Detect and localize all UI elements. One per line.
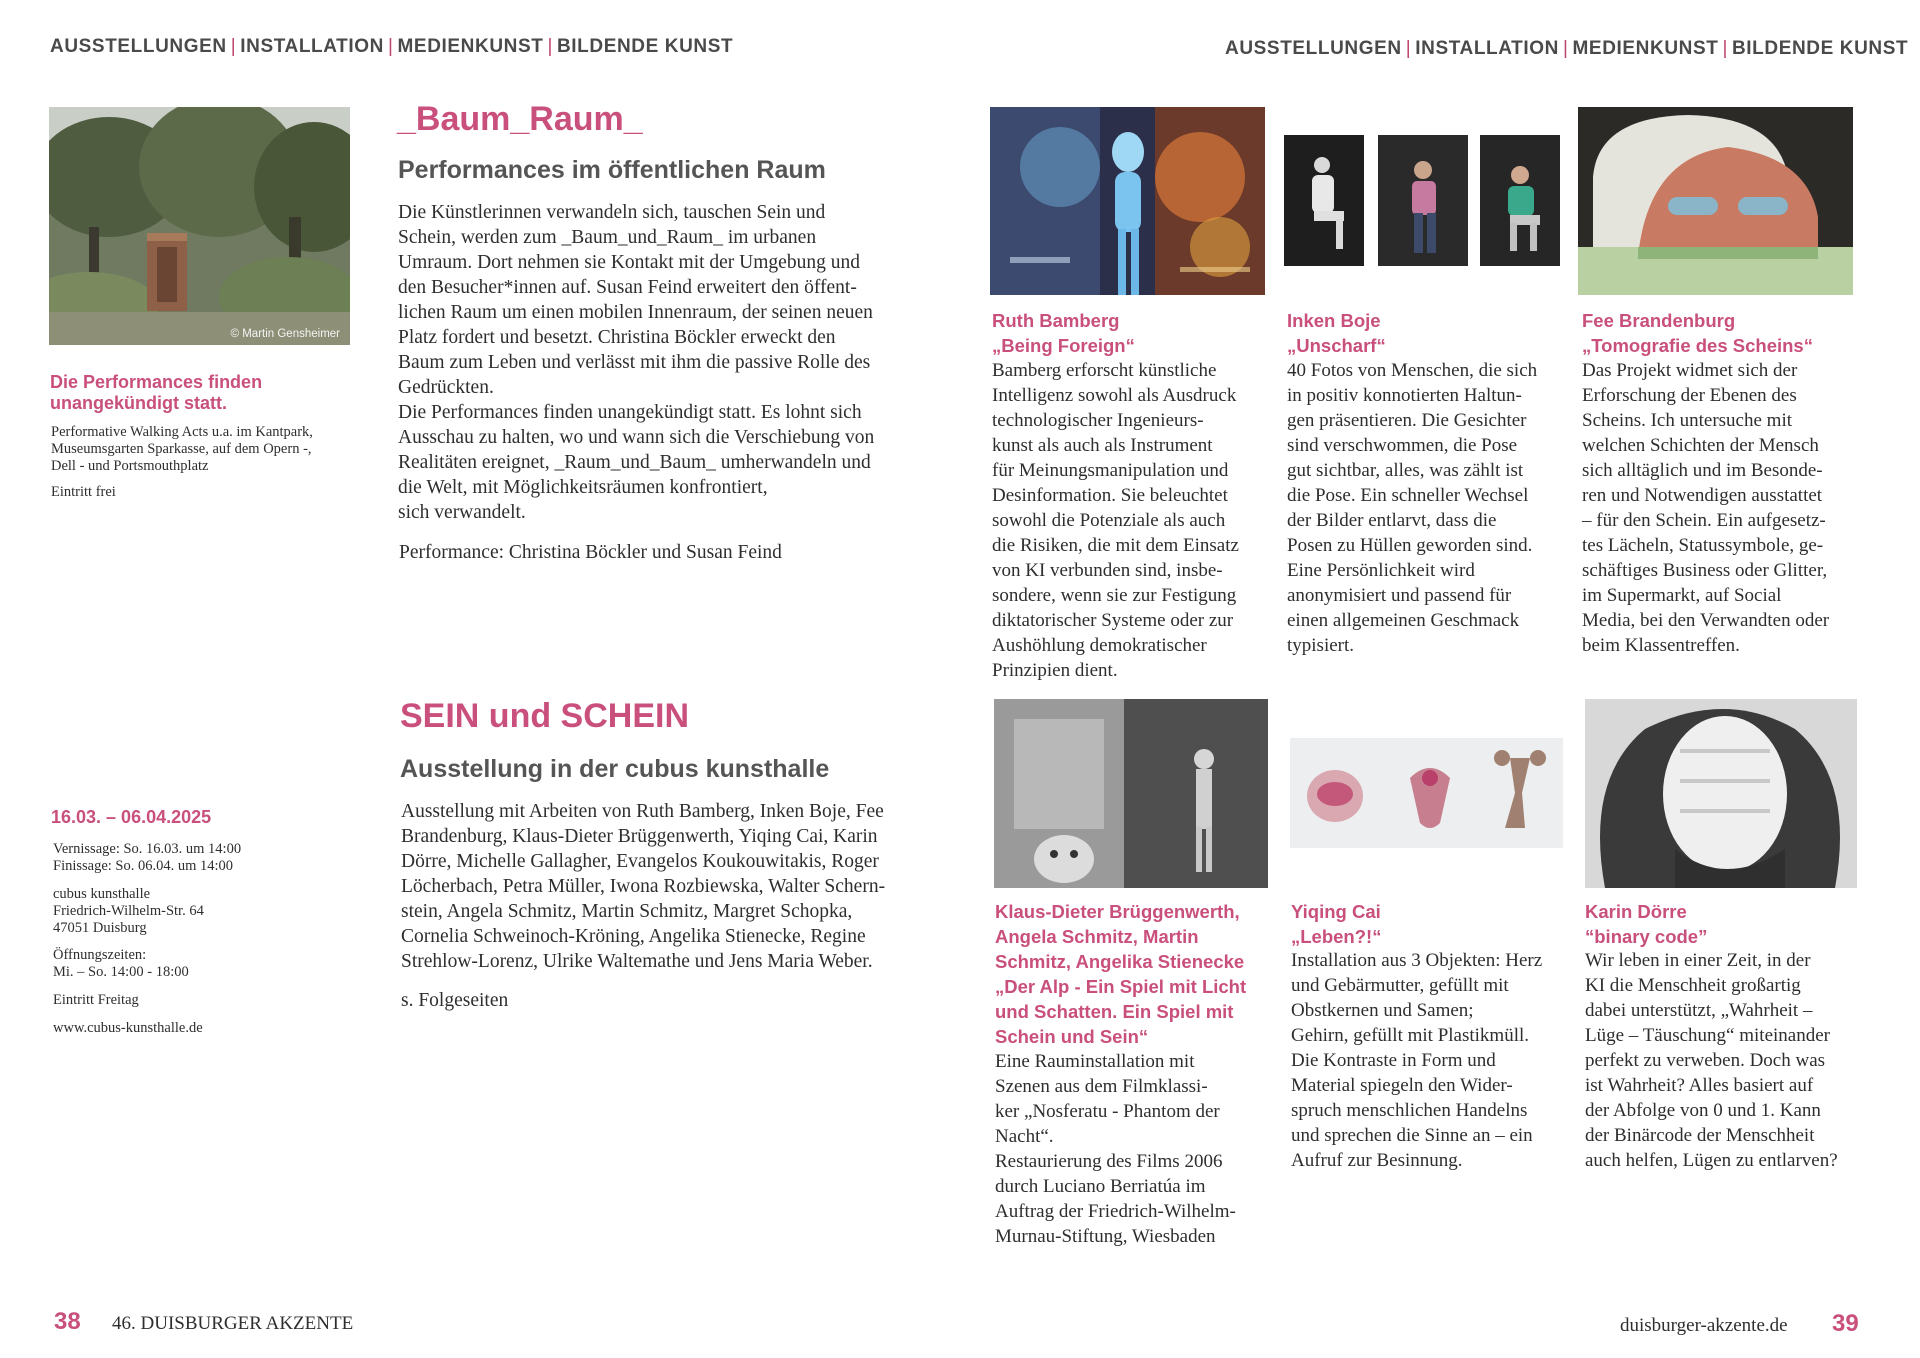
exhibition-title: SEIN und SCHEIN (400, 697, 690, 735)
category-label: INSTALLATION (1415, 38, 1559, 59)
photo-credit: © Martin Gensheimer (230, 328, 340, 340)
side-heading: Die Performances finden unangekündigt statt. (50, 372, 263, 413)
category-label: MEDIENKUNST (397, 36, 544, 57)
exhibition-body: Ausstellung mit Arbeiten von Ruth Bamberg, Inken Boje, Fee Brandenburg, Klaus-Dieter Brüggenwerth, Yiqing Cai, Karin Dörre, Michelle Gallagher, Evangelos Koukouwitakis, Roger Löcherbach, Petra Müller, Iwona Rozbiewska, Walter Schern- stein, Angela Schmitz, Martin Schmitz, Margret Schopka, Cornelia Schweinoch-Kröning, Angelika Stienecke, Regine Strehlow-Lorenz, Ulrike Waltemathe und Jens Maria Weber. (401, 801, 886, 972)
artist-heading: Yiqing Cai „Leben?!“ (1291, 901, 1382, 947)
artist-description: Wir leben in einer Zeit, in der KI die Menschheit großartig dabei unterstützt, „Wahrheit – Lüge – Täuschung“ miteinander perfekt zu verweben. Doch was ist Wahrheit? Alles basiert auf der Abfolge von 0 und 1. Kann der Binärcode der Menschheit auch helfen, Lügen zu entlarven? (1585, 950, 1838, 1171)
artist-description: Eine Rauminstallation mit Szenen aus dem Filmklassi- ker „Nosferatu - Phantom der Nacht“. Restaurierung des Films 2006 durch Luciano Berriatúa im Auftrag der Friedrich-Wilhelm- Murnau-Stiftung, Wiesbaden (995, 1051, 1236, 1247)
category-label: BILDENDE KUNST (556, 36, 734, 57)
article-body: Die Künstlerinnen verwandeln sich, tauschen Sein und Schein, werden zum _Baum_und_Raum_ im urbanen Umraum. Dort nehmen sie Kontakt mit der Umgebung und den Besucher*innen auf. Susan Feind erweitert den öffent- lichen Raum um einen mobilen Innenraum, der seinen neuen Platz fordert und besetzt. Christina Böckler erweckt den Baum zum Leben und verlässt mit ihm die passive Rolle des Gedrückten. Die Performances finden unangekündigt statt. Es lohnt sich Ausschau zu halten, wo und wann sich die Verschiebung von Realitäten ereignet, _Raum_und_Baum_ umherwandeln und die Welt, mit Möglichkeitsräumen konfrontiert, sich verwandelt. (398, 202, 875, 523)
admission-info: Eintritt frei (51, 484, 116, 500)
exhibition-subtitle: Ausstellung in der cubus kunsthalle (400, 755, 830, 783)
binary-code-artwork (1585, 699, 1857, 888)
page-number-right: 39 (1832, 1310, 1859, 1337)
artist-description: Installation aus 3 Objekten: Herz und Gebärmutter, gefüllt mit Obstkernen und Samen; Gehirn, gefüllt mit Plastikmüll. Die Kontraste in Form und Material spiegeln den Wider- spruch menschlichen Handelns und sprechen die Sinne an – ein Aufruf zur Besinnung. (1291, 950, 1543, 1171)
unscharf-photo-1 (1284, 135, 1364, 266)
category-label: MEDIENKUNST (1572, 38, 1719, 59)
opening-hours: Öffnungszeiten: Mi. – So. 14:00 - 18:00 (53, 947, 189, 980)
tree-performance-photo (49, 107, 350, 345)
see-following-pages: s. Folgeseiten (401, 990, 509, 1011)
website-link[interactable]: www.cubus-kunsthalle.de (53, 1020, 203, 1036)
article-title: _Baum_Raum_ (397, 100, 643, 138)
artist-heading: Ruth Bamberg „Being Foreign“ (992, 310, 1135, 356)
footer-website[interactable]: duisburger-akzente.de (1620, 1315, 1788, 1336)
leben-artwork (1290, 738, 1563, 848)
exhibition-dates: 16.03. – 06.04.2025 (51, 807, 212, 827)
artist-description: 40 Fotos von Menschen, die sich in positiv konnotierten Haltun- gen präsentieren. Die Gesichter sind verschwommen, die Pose gut sichtbar, alles, was zählt ist die Pose. Ein schneller Wechsel der Bilder entlarvt, dass die Posen zu Hüllen geworden sind. Eine Persönlichkeit wird anonymisiert und passend für einen allgemeinen Geschmack typisiert. (1287, 360, 1538, 656)
artist-heading: Klaus-Dieter Brüggenwerth, Angela Schmitz, Martin Schmitz, Angelika Stienecke „Der Alp - Ein Spiel mit Licht und Schatten. Ein Spiel mit Schein und Sein“ (995, 901, 1247, 1047)
category-header-right: AUSSTELLUNGEN | INSTALLATION | MEDIENKUNST | BILDENDE KUNST (1225, 38, 1909, 59)
page-number-left: 38 (54, 1308, 81, 1335)
category-label: BILDENDE KUNST (1731, 38, 1909, 59)
artist-heading: Karin Dörre “binary code” (1585, 901, 1708, 947)
performance-locations: Performative Walking Acts u.a. im Kantpark, Museumsgarten Sparkasse, auf dem Opern -, Dell - und Portsmouthplatz (51, 424, 313, 474)
category-label: AUSSTELLUNGEN (50, 36, 227, 57)
unscharf-photo-3 (1480, 135, 1560, 266)
artist-heading: Fee Brandenburg „Tomografie des Scheins“ (1582, 310, 1813, 356)
opening-dates: Vernissage: So. 16.03. um 14:00 Finissage: So. 06.04. um 14:00 (53, 841, 242, 874)
article-subtitle: Performances im öffentlichen Raum (398, 156, 826, 184)
admission-info: Eintritt Freitag (53, 992, 139, 1008)
artist-heading: Inken Boje „Unscharf“ (1287, 310, 1386, 356)
artist-description: Das Projekt widmet sich der Erforschung der Ebenen des Scheins. Ich untersuche mit welchen Schichten der Mensch sich alltäglich und im Besonde- ren und Notwendigen ausstattet – für den Schein. Ein aufgesetz- tes Lächeln, Statussymbole, ge- schäftiges Business oder Glitter, im Supermarkt, auf Social Media, bei den Verwandten oder beim Klassentreffen. (1582, 360, 1830, 656)
performance-credits: Performance: Christina Böckler und Susan Feind (399, 542, 782, 563)
category-label: AUSSTELLUNGEN (1225, 38, 1402, 59)
tomografie-artwork (1578, 107, 1853, 295)
being-foreign-artwork (990, 107, 1265, 295)
category-label: INSTALLATION (240, 36, 384, 57)
venue-address: cubus kunsthalle Friedrich-Wilhelm-Str. 64 47051 Duisburg (53, 886, 204, 936)
category-header-left: AUSSTELLUNGEN | INSTALLATION | MEDIENKUNST | BILDENDE KUNST (50, 36, 734, 57)
artist-description: Bamberg erforscht künstliche Intelligenz sowohl als Ausdruck technologischer Ingenieurs- kunst als auch als Instrument für Meinungsmanipulation und Desinformation. Sie beleuchtet sowohl die Potenziale als auch die Risiken, die mit dem Einsatz von KI verbunden sind, insbe- sondere, wenn sie zur Festigung diktatorischer Systeme oder zur Aushöhlung demokratischer Prinzipien dient. (992, 360, 1239, 681)
der-alp-artwork (994, 699, 1268, 888)
unscharf-photo-2 (1378, 135, 1468, 266)
publication-title: 46. DUISBURGER AKZENTE (112, 1313, 354, 1334)
